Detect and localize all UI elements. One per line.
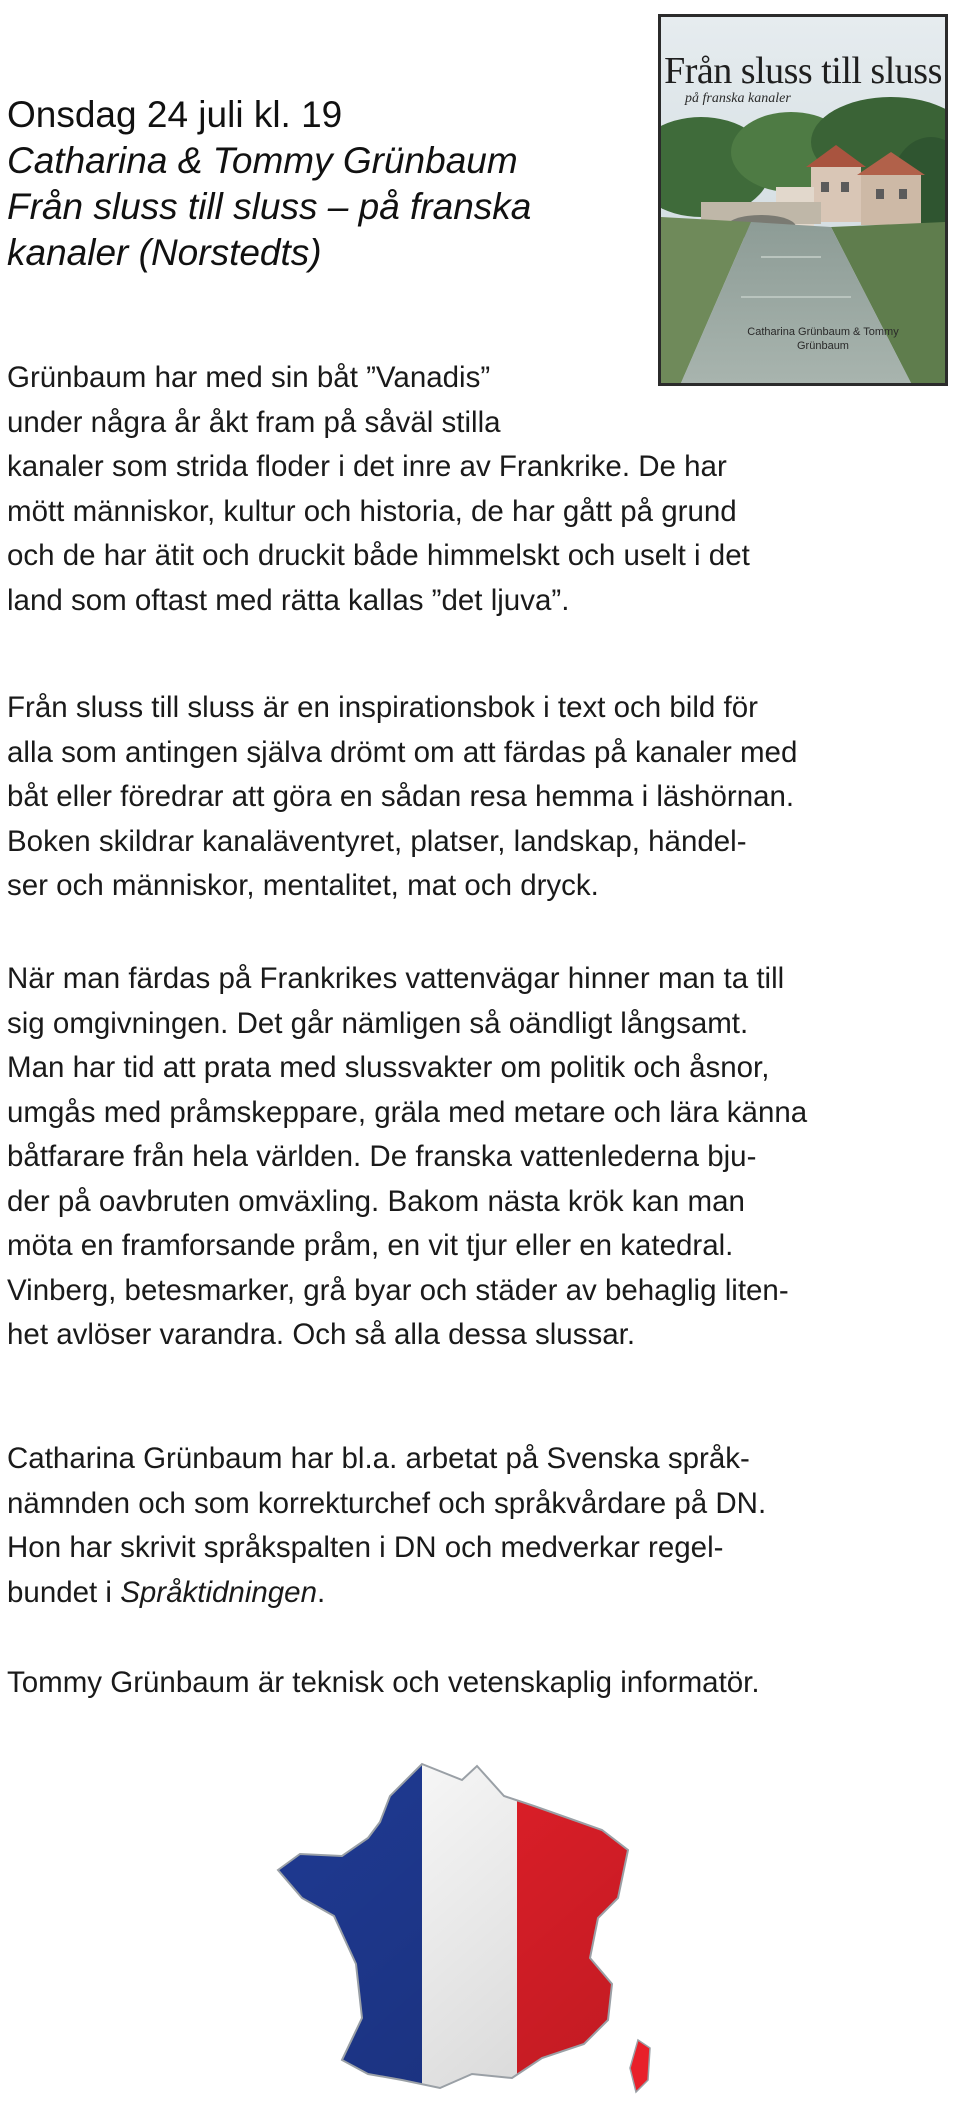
text-line: Catharina Grünbaum har bl.a. arbetat på Svenska språk-: [7, 1442, 750, 1475]
text-line: båtfarare från hela världen. De franska vattenlederna bju-: [7, 1140, 757, 1173]
text-line: Man har tid att prata med slussvakter om politik och åsnor,: [7, 1051, 770, 1084]
text-line: Grünbaum har med sin båt ”Vanadis”: [7, 361, 491, 394]
text-line: båt eller föredrar att göra en sådan resa hemma i läshörnan.: [7, 780, 795, 813]
paragraph-intro: [7, 356, 957, 623]
paragraph-tommy-bio: [7, 1661, 957, 1706]
text-line: och de har ätit och druckit både himmelskt och uselt i det: [7, 539, 750, 572]
event-date: Onsdag 24 juli kl. 19: [7, 94, 343, 135]
text-line: Hon har skrivit språkspalten i DN och medverkar regel-: [7, 1531, 724, 1564]
paragraph-catharina-bio: [7, 1437, 957, 1615]
text-line: mött människor, kultur och historia, de har gått på grund: [7, 494, 737, 528]
text-line: land som oftast med rätta kallas ”det ljuva”.: [7, 583, 570, 617]
text-line: Från sluss till sluss är en inspirationsbok i text och bild för: [7, 691, 758, 724]
text-fragment: .: [317, 1575, 326, 1609]
text-line: sig omgivningen. Det går nämligen så oändligt långsamt.: [7, 1006, 749, 1040]
cover-subtitle: på franska kanaler: [685, 91, 791, 106]
text-line: der på oavbruten omväxling. Bakom nästa krök kan man: [7, 1184, 745, 1218]
book-title-line1: Från sluss till sluss – på franska: [7, 186, 532, 227]
text-line: ser och människor, mentalitet, mat och dryck.: [7, 869, 599, 902]
france-flag-map-icon: [272, 1758, 662, 2098]
text-line: Tommy Grünbaum är teknisk och vetenskaplig informatör.: [7, 1666, 760, 1699]
text-line: het avlöser varandra. Och så alla dessa slussar.: [7, 1318, 636, 1351]
text-line: Vinberg, betesmarker, grå byar och städer av behaglig liten-: [7, 1273, 789, 1307]
paragraph-book-description: [7, 686, 957, 909]
book-cover-image: [658, 14, 948, 386]
event-authors: Catharina & Tommy Grünbaum: [7, 140, 518, 181]
text-line: nämnden och som korrekturchef och språkvårdare på DN.: [7, 1486, 767, 1520]
text-line: När man färdas på Frankrikes vattenvägar hinner man ta till: [7, 962, 785, 995]
magazine-title: Språktidningen: [120, 1575, 317, 1609]
paragraph-waterways: [7, 957, 957, 1358]
event-heading: [7, 92, 647, 276]
cover-authors: Catharina Grünbaum & Tommy Grünbaum: [747, 326, 899, 352]
text-line: umgås med pråmskeppare, gräla med metare och lära känna: [7, 1095, 808, 1129]
text-line: möta en framforsande pråm, en vit tjur eller en katedral.: [7, 1229, 734, 1262]
book-title-line2: kanaler (Norstedts): [7, 232, 322, 273]
text-line: under några år åkt fram på såväl stilla: [7, 405, 501, 439]
text-line: alla som antingen själva drömt om att färdas på kanaler med: [7, 735, 798, 769]
text-fragment: bundet i: [7, 1575, 121, 1609]
text-line: kanaler som strida floder i det inre av Frankrike. De har: [7, 450, 727, 483]
cover-title: Från sluss till sluss: [664, 50, 942, 92]
text-line: Boken skildrar kanaläventyret, platser, landskap, händel-: [7, 824, 747, 858]
text-line: [7, 1571, 957, 1616]
